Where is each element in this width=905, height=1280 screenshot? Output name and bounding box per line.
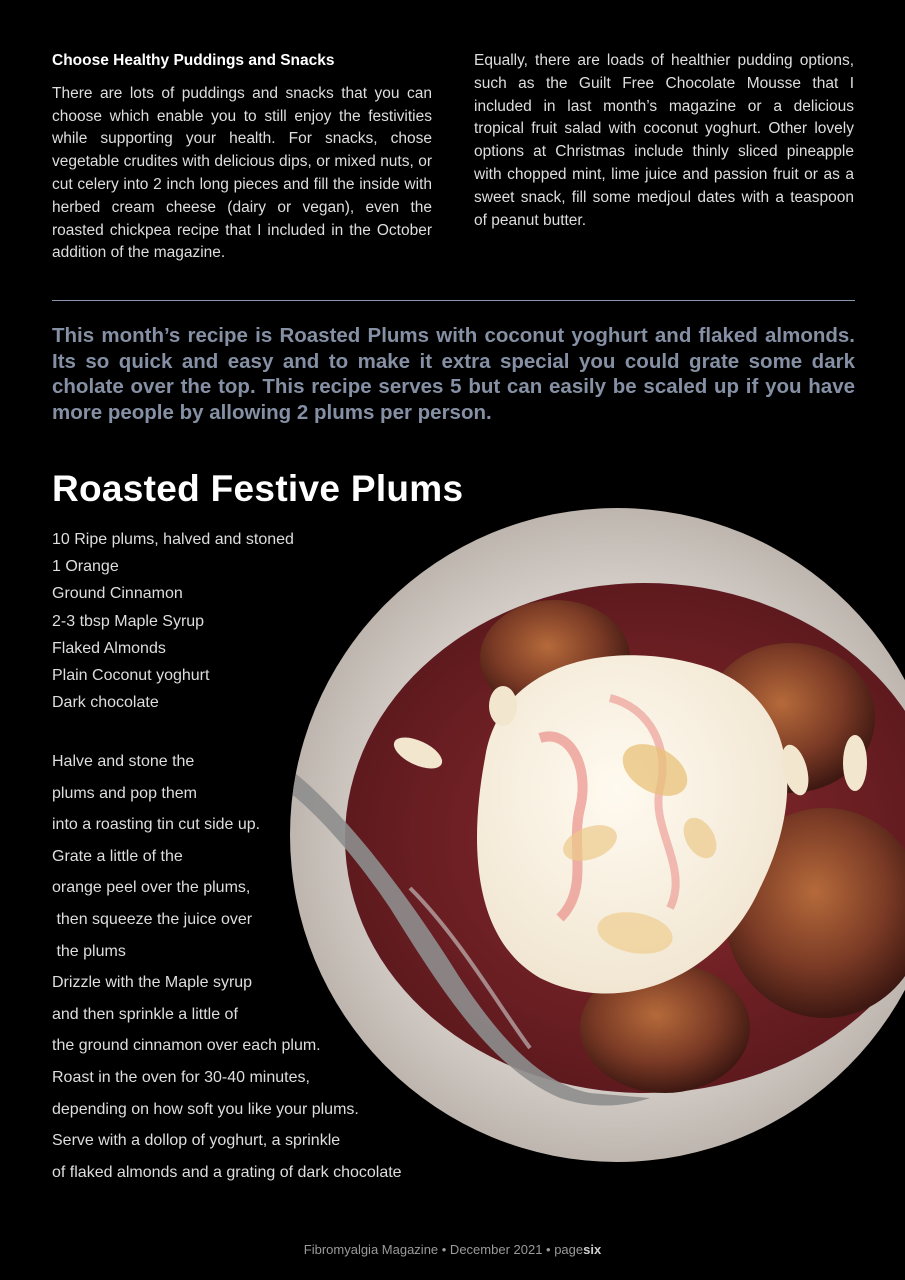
method-line: into a roasting tin cut side up. [52,816,261,834]
method-line: of flaked almonds and a grating of dark chocolate [52,1163,402,1181]
method-line: Halve and stone the [52,753,195,770]
divider [52,300,855,301]
method-line: Drizzle with the Maple syrup [52,974,253,992]
right-column [474,50,854,232]
ingredient-item: 10 Ripe plums, halved and stoned [52,531,294,548]
method-line: the plums [52,942,126,960]
ingredient-item: Ground Cinnamon [52,585,183,603]
right-body-text: Equally, there are loads of healthier pudding options, such as the Guilt Free Chocolate Mousse that I included in last month’s magazine or a delicious tropical fruit salad with coconut yoghurt. Other lovely options at Christmas include thinly sliced pineapple with chopped mint, lime juice and passion fruit or as a sweet snack, fill some medjoul dates with a teaspoon of peanut butter. [474,52,854,229]
method-line: and then sprinkle a little of [52,1005,238,1023]
page-footer [0,1242,905,1257]
method-line: depending on how soft you like your plums. [52,1100,359,1118]
ingredient-item: 1 Orange [52,558,119,576]
method-line: Grate a little of the [52,847,183,865]
method-line: plums and pop them [52,784,197,802]
left-column [52,50,432,265]
flaked-almond [843,735,867,791]
roasted-plums-photo [290,508,905,1163]
method-line: Serve with a dollop of yoghurt, a sprinkle [52,1132,341,1150]
ingredients-list [52,526,294,716]
recipe-title: Roasted Festive Plums [52,468,464,509]
ingredient-item: 2-3 tbsp Maple Syrup [52,612,205,630]
section-heading: Choose Healthy Puddings and Snacks [52,52,335,69]
left-body-text: There are lots of puddings and snacks that you can choose which enable you to still enjoy the festivities while supporting your health. For snacks, chose vegetable crudites with delicious dips, or mixed nuts, or cut celery into 2 inch long pieces and fill the inside with herbed cream cheese (dairy or vegan), even the roasted chickpea recipe that I included in the October addition of the magazine. [52,84,432,262]
method-line: orange peel over the plums, [52,879,251,897]
ingredient-item: Plain Coconut yoghurt [52,667,210,685]
ingredient-item: Flaked Almonds [52,639,166,657]
method-line: Roast in the oven for 30-40 minutes, [52,1068,310,1086]
method-line: then squeeze the juice over [52,910,253,928]
ingredient-item: Dark chocolate [52,694,159,712]
flaked-almond [489,686,517,726]
footer-page-number: six [583,1242,602,1257]
intro-paragraph: This month’s recipe is Roasted Plums with coconut yoghurt and flaked almonds. Its so quick and easy and to make it extra special you could grate some dark cholate over the top. This recipe serves 5 but can easily be scaled up if you have more people by allowing 2 plums per person. [52,324,855,424]
footer-text: Fibromyalgia Magazine • December 2021 • page [303,1242,584,1257]
method-line: the ground cinnamon over each plum. [52,1037,321,1055]
